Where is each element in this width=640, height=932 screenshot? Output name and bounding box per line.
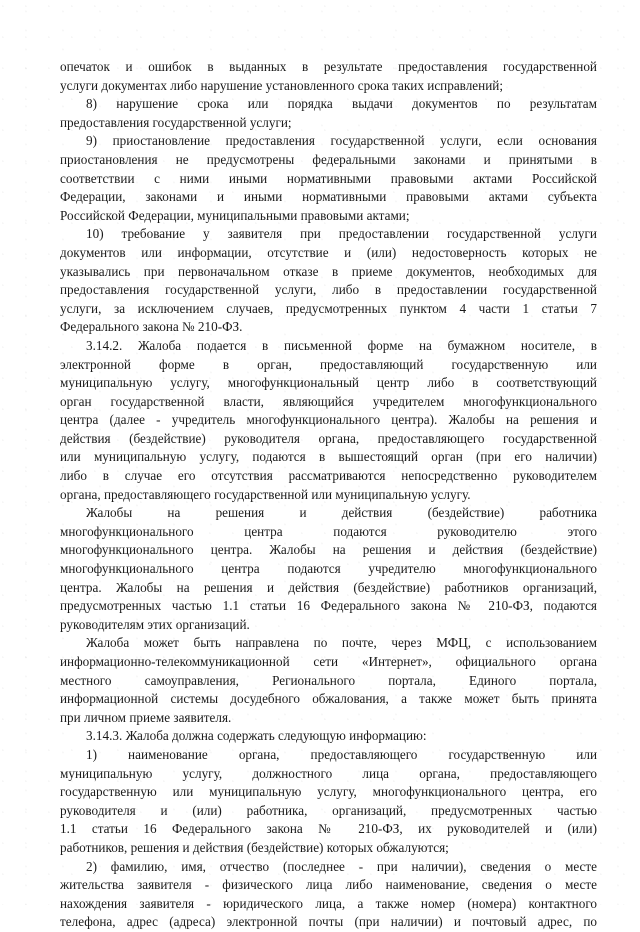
text-line: телефона, адрес (адреса) электронной почты (при наличии) и почтовый адрес, по — [60, 914, 597, 930]
text-line: нахождения заявителя - юридического лица, а также номер (номера) контактного — [60, 895, 597, 911]
text-line: работников, решения и действия (бездействие) которых обжалуются; — [60, 839, 449, 855]
text-line: действия (бездействие) руководителя органа, предоставляющего государственной — [60, 430, 597, 446]
text-line: органа, предоставляющего государственной или муниципальную услугу. — [60, 486, 471, 502]
text-line: 8) нарушение срока или порядка выдачи документов по результатам — [86, 96, 597, 112]
text-line: либо в случае его отсутствия рассматриваются непосредственно руководителем — [60, 468, 597, 484]
text-line: жительства заявителя - физического лица либо наименование, сведения о месте — [60, 877, 597, 893]
text-line: руководителям этих организаций. — [60, 616, 250, 632]
text-line: 3.14.3. Жалоба должна содержать следующую информацию: — [86, 728, 427, 744]
text-line: документов или информации, отсутствие и (или) недостоверность которых не — [60, 244, 597, 260]
text-line: 3.14.2. Жалоба подается в письменной форме на бумажном носителе, в — [86, 337, 597, 353]
text-line: электронной форме в орган, предоставляющий государственную или — [60, 356, 597, 372]
text-line: или муниципальную услугу, подаются в вышестоящий орган (при его наличии) — [60, 449, 597, 465]
text-line: многофункционального центра подаются учредителю многофункционального — [60, 561, 597, 577]
text-line: Жалобы на решения и действия (бездействие) работника — [86, 505, 597, 521]
text-line: предоставления государственной услуги; — [60, 114, 292, 130]
text-line: информационной системы досудебного обжалования, а также может быть принята — [60, 691, 597, 707]
text-line: опечаток и ошибок в выданных в результате предоставления государственной — [60, 59, 597, 74]
text-line: муниципальную услугу, многофункциональный центр либо в соответствующий — [60, 375, 597, 391]
text-line: 2) фамилию, имя, отчество (последнее - при наличии), сведения о месте — [86, 858, 597, 874]
text-line: орган государственной власти, являющийся учредителем многофункционального — [60, 393, 597, 409]
text-line: центра. Жалобы на решения и действия (бездействие) работников организаций, — [60, 579, 597, 595]
text-line: государственную или муниципальную услугу, многофункционального центра, его — [60, 784, 597, 800]
text-line: услуги документах либо нарушение установленного срока таких исправлений; — [60, 77, 503, 93]
text-line: услуги, за исключением случаев, предусмотренных пунктом 4 части 1 статьи 7 — [60, 300, 597, 316]
text-line: Жалоба может быть направлена по почте, через МФЦ, с использованием — [86, 635, 597, 651]
text-line: Российской Федерации, муниципальными правовыми актами; — [60, 207, 410, 223]
text-line: муниципальную услугу, должностного лица органа, предоставляющего — [60, 765, 597, 781]
text-line: центра (далее - учредитель многофункционального центра). Жалобы на решения и — [60, 412, 597, 428]
text-line: информационно-телекоммуникационной сети «Интернет», официального органа — [60, 654, 597, 669]
document-body — [60, 58, 597, 932]
text-line: предусмотренных частью 1.1 статьи 16 Федерального закона № 210-ФЗ, подаются — [60, 598, 597, 614]
text-line: соответствии с ними иными нормативными правовыми актами Российской — [60, 170, 597, 186]
text-line: Федерального закона № 210-ФЗ. — [60, 319, 243, 335]
text-line: предоставления государственной услуги, либо в предоставлении государственной — [60, 282, 597, 298]
text-line: при личном приеме заявителя. — [60, 709, 232, 725]
text-line: приостановления не предусмотрены федеральными законами и принятыми в — [60, 151, 597, 167]
text-line: указывались при первоначальном отказе в приеме документов, необходимых для — [60, 263, 597, 279]
text-line: руководителя и (или) работника, организаций, предусмотренных частью — [60, 802, 597, 818]
text-line: 1.1 статьи 16 Федерального закона № 210-ФЗ, их руководителей и (или) — [60, 821, 597, 837]
text-line: местного самоуправления, Регионального портала, Единого портала, — [60, 672, 597, 688]
text-line: 10) требование у заявителя при предоставлении государственной услуги — [86, 226, 597, 242]
text-line: 1) наименование органа, предоставляющего государственную или — [86, 746, 597, 762]
text-line: многофункционального центра. Жалобы на решения и действия (бездействие) — [60, 542, 597, 558]
text-line: Федерации, законами и иными нормативными правовыми актами субъекта — [60, 189, 597, 205]
text-line: многофункционального центра подаются руководителю этого — [60, 523, 597, 539]
text-line: 9) приостановление предоставления государственной услуги, если основания — [86, 133, 597, 149]
